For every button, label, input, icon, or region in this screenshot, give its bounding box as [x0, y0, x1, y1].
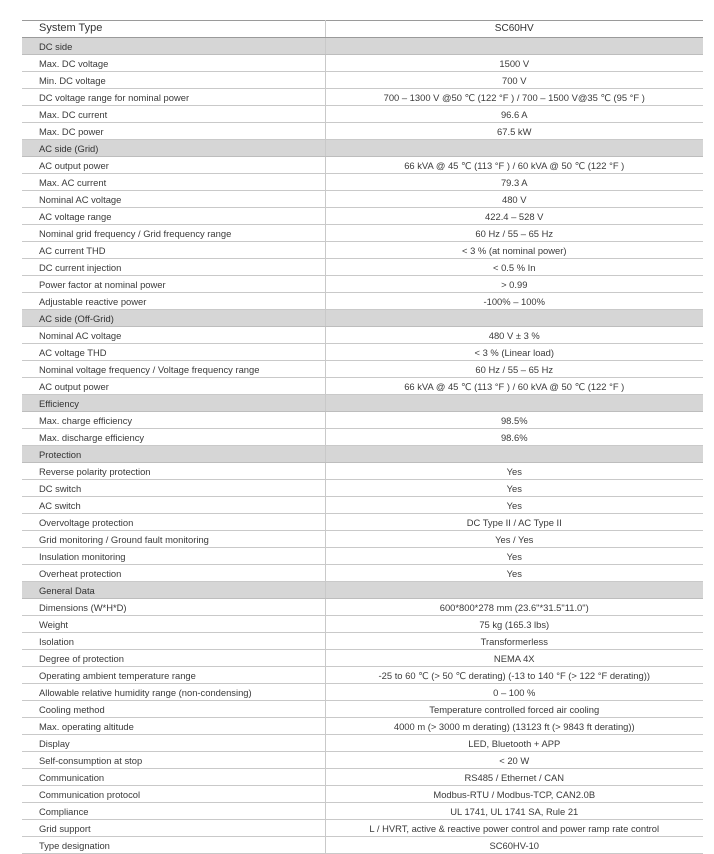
spec-value: Yes	[325, 565, 703, 582]
spec-label: Adjustable reactive power	[22, 293, 325, 310]
spec-row	[22, 497, 703, 514]
spec-label: Self-consumption at stop	[22, 752, 325, 769]
spec-row	[22, 174, 703, 191]
spec-value: 67.5 kW	[325, 123, 703, 140]
spec-value: < 0.5 % In	[325, 259, 703, 276]
section-blank-cell	[325, 446, 703, 463]
section-header-row	[22, 395, 703, 412]
spec-row	[22, 752, 703, 769]
spec-value: 1500 V	[325, 55, 703, 72]
section-title: DC side	[22, 38, 325, 55]
spec-label: Max. charge efficiency	[22, 412, 325, 429]
spec-sheet	[22, 20, 703, 854]
spec-row	[22, 106, 703, 123]
spec-row	[22, 191, 703, 208]
spec-row	[22, 565, 703, 582]
spec-label: Operating ambient temperature range	[22, 667, 325, 684]
spec-label: Max. DC voltage	[22, 55, 325, 72]
spec-value: 700 V	[325, 72, 703, 89]
spec-value: 66 kVA @ 45 ℃ (113 °F ) / 60 kVA @ 50 ℃ (122 °F )	[325, 378, 703, 395]
spec-value: 75 kg (165.3 lbs)	[325, 616, 703, 633]
spec-row	[22, 480, 703, 497]
spec-value: > 0.99	[325, 276, 703, 293]
spec-label: Isolation	[22, 633, 325, 650]
spec-value: 60 Hz / 55 – 65 Hz	[325, 361, 703, 378]
spec-label: AC switch	[22, 497, 325, 514]
section-blank-cell	[325, 395, 703, 412]
spec-row	[22, 837, 703, 854]
spec-label: Max. discharge efficiency	[22, 429, 325, 446]
section-header-row	[22, 582, 703, 599]
spec-label: Nominal voltage frequency / Voltage frequency range	[22, 361, 325, 378]
spec-row	[22, 667, 703, 684]
spec-label: Communication	[22, 769, 325, 786]
spec-row	[22, 242, 703, 259]
spec-value: Transformerless	[325, 633, 703, 650]
spec-label: Max. DC current	[22, 106, 325, 123]
section-title: AC side (Grid)	[22, 140, 325, 157]
spec-row	[22, 259, 703, 276]
spec-row	[22, 276, 703, 293]
spec-row	[22, 225, 703, 242]
spec-label: Overvoltage protection	[22, 514, 325, 531]
spec-label: AC voltage range	[22, 208, 325, 225]
spec-label: Weight	[22, 616, 325, 633]
spec-value: Yes	[325, 463, 703, 480]
spec-row	[22, 55, 703, 72]
spec-label: Power factor at nominal power	[22, 276, 325, 293]
spec-value: < 3 % (at nominal power)	[325, 242, 703, 259]
spec-label: DC current injection	[22, 259, 325, 276]
spec-value: 96.6 A	[325, 106, 703, 123]
section-header-row	[22, 38, 703, 55]
spec-label: Dimensions (W*H*D)	[22, 599, 325, 616]
section-blank-cell	[325, 310, 703, 327]
spec-value: 600*800*278 mm (23.6"*31.5"11.0")	[325, 599, 703, 616]
spec-label: Overheat protection	[22, 565, 325, 582]
spec-row	[22, 72, 703, 89]
spec-row	[22, 327, 703, 344]
spec-label: Grid monitoring / Ground fault monitoring	[22, 531, 325, 548]
spec-label: AC voltage THD	[22, 344, 325, 361]
spec-value: 60 Hz / 55 – 65 Hz	[325, 225, 703, 242]
spec-row	[22, 293, 703, 310]
spec-label: Nominal grid frequency / Grid frequency range	[22, 225, 325, 242]
spec-label: Type designation	[22, 837, 325, 854]
spec-value: 422.4 – 528 V	[325, 208, 703, 225]
spec-row	[22, 361, 703, 378]
spec-value: RS485 / Ethernet / CAN	[325, 769, 703, 786]
spec-label: AC current THD	[22, 242, 325, 259]
spec-row	[22, 701, 703, 718]
section-header-row	[22, 140, 703, 157]
spec-label: Min. DC voltage	[22, 72, 325, 89]
spec-label: Compliance	[22, 803, 325, 820]
spec-value: Modbus-RTU / Modbus-TCP, CAN2.0B	[325, 786, 703, 803]
spec-value: DC Type II / AC Type II	[325, 514, 703, 531]
spec-value: Yes / Yes	[325, 531, 703, 548]
spec-value: 480 V ± 3 %	[325, 327, 703, 344]
spec-value: UL 1741, UL 1741 SA, Rule 21	[325, 803, 703, 820]
spec-label: Allowable relative humidity range (non-condensing)	[22, 684, 325, 701]
spec-row	[22, 820, 703, 837]
spec-label: Reverse polarity protection	[22, 463, 325, 480]
section-title: Efficiency	[22, 395, 325, 412]
spec-value: 98.5%	[325, 412, 703, 429]
spec-label: Degree of protection	[22, 650, 325, 667]
spec-label: Max. DC power	[22, 123, 325, 140]
spec-row	[22, 531, 703, 548]
spec-row	[22, 684, 703, 701]
spec-label: Nominal AC voltage	[22, 191, 325, 208]
system-type-label: System Type	[22, 20, 325, 38]
section-blank-cell	[325, 140, 703, 157]
spec-value: NEMA 4X	[325, 650, 703, 667]
spec-row	[22, 514, 703, 531]
spec-row	[22, 599, 703, 616]
spec-label: Insulation monitoring	[22, 548, 325, 565]
spec-row	[22, 157, 703, 174]
spec-value: 4000 m (> 3000 m derating) (13123 ft (> 9843 ft derating))	[325, 718, 703, 735]
spec-row	[22, 633, 703, 650]
spec-row	[22, 650, 703, 667]
spec-table	[22, 20, 703, 854]
spec-row	[22, 429, 703, 446]
spec-label: Communication protocol	[22, 786, 325, 803]
spec-label: Grid support	[22, 820, 325, 837]
spec-label: Cooling method	[22, 701, 325, 718]
spec-value: 0 – 100 %	[325, 684, 703, 701]
spec-row	[22, 208, 703, 225]
spec-label: AC output power	[22, 378, 325, 395]
spec-value: < 3 % (Linear load)	[325, 344, 703, 361]
spec-value: -25 to 60 ℃ (> 50 ℃ derating) (-13 to 140 °F (> 122 °F derating))	[325, 667, 703, 684]
spec-row	[22, 803, 703, 820]
spec-label: DC voltage range for nominal power	[22, 89, 325, 106]
section-blank-cell	[325, 582, 703, 599]
spec-table-body	[22, 20, 703, 854]
spec-row	[22, 412, 703, 429]
spec-row	[22, 786, 703, 803]
spec-value: Yes	[325, 548, 703, 565]
spec-row	[22, 89, 703, 106]
spec-value: Yes	[325, 480, 703, 497]
header-row	[22, 20, 703, 38]
spec-value: 79.3 A	[325, 174, 703, 191]
spec-value: < 20 W	[325, 752, 703, 769]
spec-row	[22, 718, 703, 735]
spec-value: 66 kVA @ 45 ℃ (113 °F ) / 60 kVA @ 50 ℃ (122 °F )	[325, 157, 703, 174]
spec-label: Display	[22, 735, 325, 752]
spec-row	[22, 548, 703, 565]
section-header-row	[22, 446, 703, 463]
spec-value: SC60HV-10	[325, 837, 703, 854]
spec-row	[22, 735, 703, 752]
spec-label: AC output power	[22, 157, 325, 174]
section-header-row	[22, 310, 703, 327]
spec-value: -100% – 100%	[325, 293, 703, 310]
spec-row	[22, 616, 703, 633]
spec-row	[22, 123, 703, 140]
system-type-value: SC60HV	[325, 20, 703, 38]
section-title: Protection	[22, 446, 325, 463]
spec-label: Max. AC current	[22, 174, 325, 191]
spec-value: L / HVRT, active & reactive power control and power ramp rate control	[325, 820, 703, 837]
spec-row	[22, 463, 703, 480]
spec-label: Max. operating altitude	[22, 718, 325, 735]
spec-value: 700 – 1300 V @50 ℃ (122 °F ) / 700 – 1500 V@35 ℃ (95 °F )	[325, 89, 703, 106]
spec-value: LED, Bluetooth + APP	[325, 735, 703, 752]
section-title: General Data	[22, 582, 325, 599]
section-title: AC side (Off-Grid)	[22, 310, 325, 327]
spec-value: Yes	[325, 497, 703, 514]
spec-row	[22, 769, 703, 786]
spec-value: 98.6%	[325, 429, 703, 446]
spec-row	[22, 378, 703, 395]
spec-value: 480 V	[325, 191, 703, 208]
spec-value: Temperature controlled forced air cooling	[325, 701, 703, 718]
spec-label: Nominal AC voltage	[22, 327, 325, 344]
spec-label: DC switch	[22, 480, 325, 497]
section-blank-cell	[325, 38, 703, 55]
spec-row	[22, 344, 703, 361]
